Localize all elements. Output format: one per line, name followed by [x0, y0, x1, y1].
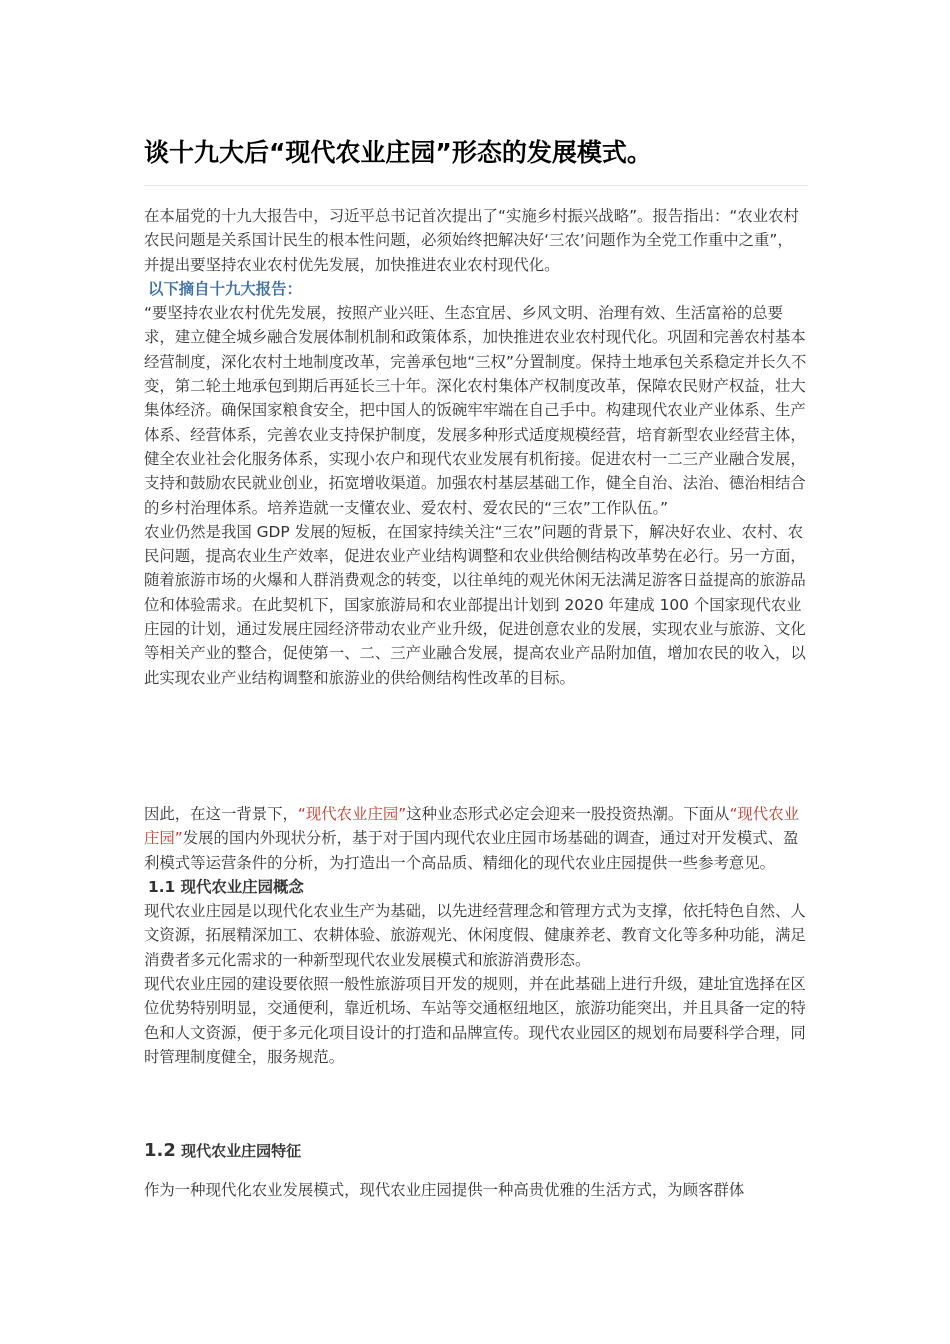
section-1-2-title: 现代农业庄园特征: [175, 1142, 302, 1160]
excerpt-heading: 以下摘自十九大报告：: [148, 279, 302, 298]
excerpt-paragraph: “要坚持农业农村优先发展，按照产业兴旺、生态宜居、乡风文明、治理有效、生活富裕的总要求，建立健全城乡融合发展体制机制和政策体系，加快推进农业农村现代化。巩固和完善农村基本经营制度，深化农村土地制度改革，完善承包地“三权”分置制度。保持土地承包关系稳定并长久不变，第二轮土地承包到期后再延长三十年。深化农村集体产权制度改革，保障农民财产权益，壮大集体经济。确保国家粮食安全，把中国人的饭碗牢牢端在自己手中。构建现代农业产业体系、生产体系、经营体系，完善农业支持保护制度，发展多种形式适度规模经营，培育新型农业经营主体，健全农业社会化服务体系，实现小农户和现代农业发展有机衔接。促进农村一二三产业融合发展，支持和鼓励农民就业创业，拓宽增收渠道。加强农村基层基础工作，健全自治、法治、德治相结合的乡村治理体系。培养造就一支懂农业、爱农村、爱农民的“三农”工作队伍。”: [144, 304, 807, 517]
highlight-term-2: “现代农业庄园”: [144, 805, 799, 848]
page-title: 谈十九大后“现代农业庄园”形态的发展模式。: [144, 138, 652, 167]
intro-paragraph: 在本届党的十九大报告中，习近平总书记首次提出了“实施乡村振兴战略”。报告指出：“农业农村农民问题是关系国计民生的根本性问题，必须始终把解决好‘三农’问题作为全党工作重中之重”，并提出要坚持农业农村优先发展，加快推进农业农村现代化。: [144, 207, 799, 274]
section-1-2-number: 1.2: [144, 1140, 176, 1161]
section-1-1-paragraph-2: 现代农业庄园的建设要依照一般性旅游项目开发的规则，并在此基础上进行升级，建址宜选择在区位优势特别明显，交通便利，靠近机场、车站等交通枢纽地区，旅游功能突出，并且具备一定的特色和人文资源，便于多元化项目设计的打造和品牌宣传。现代农业园区的规划布局要科学合理，同时管理制度健全，服务规范。: [144, 975, 806, 1066]
highlight-term-1: “现代农业庄园”: [297, 805, 407, 823]
intro-section: [144, 204, 808, 690]
title-divider: [144, 185, 808, 186]
conclusion-paragraph: [144, 802, 808, 875]
section-1-1-heading: 1.1 现代农业庄园概念: [148, 877, 304, 896]
background-paragraph: 农业仍然是我国 GDP 发展的短板，在国家持续关注“三农”问题的背景下，解决好农业、农村、农民问题，提高农业生产效率，促进农业产业结构调整和农业供给侧结构改革势在必行。另一方面，随着旅游市场的火爆和人群消费观念的转变，以往单纯的观光休闲无法满足游客日益提高的旅游品位和体验需求。在此契机下，国家旅游局和农业部提出计划到 2020 年建成 100 个国家现代农业庄园的计划，通过发展庄园经济带动农业产业升级，促进创意农业的发展，实现农业与旅游、文化等相关产业的整合，促使第一、二、三产业融合发展，提高农业产品附加值，增加农民的收入，以此实现农业产业结构调整和旅游业的供给侧结构性改革的目标。: [144, 522, 806, 687]
section-1-1-paragraph-1: 现代农业庄园是以现代化农业生产为基础，以先进经营理念和管理方式为支撑，依托特色自然、人文资源，拓展精深加工、农耕体验、旅游观光、休闲度假、健康养老、教育文化等多种功能，满足消费者多元化需求的一种新型现代农业发展模式和旅游消费形态。: [144, 902, 806, 969]
conclusion-text-c: 发展的国内外现状分析，基于对于国内现代农业庄园市场基础的调查，通过对开发模式、盈利模式等运营条件的分析，为打造出一个高品质、精细化的现代农业庄园提供一些参考意见。: [144, 829, 799, 872]
section-1-2-paragraph: 作为一种现代化农业发展模式，现代农业庄园提供一种高贵优雅的生活方式，为顾客群体: [144, 1181, 745, 1199]
section-1-2-heading: [144, 1138, 301, 1164]
conclusion-text-b: 这种业态形式必定会迎来一股投资热潮。下面从: [406, 805, 730, 823]
body-section: [144, 802, 808, 1069]
conclusion-text-a: 因此，在这一背景下，: [144, 805, 298, 823]
